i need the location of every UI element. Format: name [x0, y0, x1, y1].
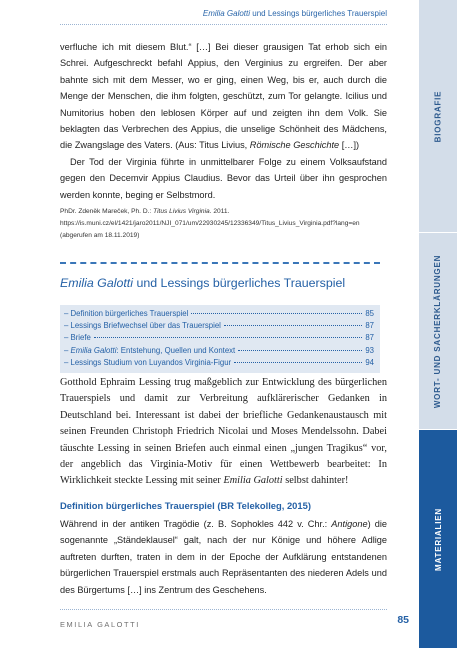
toc-item-suffix: : Entstehung, Quellen und Kontext: [116, 345, 236, 355]
toc-item[interactable]: [64, 309, 374, 321]
definition-paragraph: [60, 516, 387, 598]
section-toc: [60, 305, 380, 373]
tab-biografie-label: BIOGRAFIE: [433, 90, 443, 142]
source-work: Titus Livius Virginia: [153, 208, 210, 215]
toc-item-label: [64, 309, 188, 318]
toc-item-page: 94: [365, 357, 374, 367]
tab-materialien[interactable]: [419, 430, 457, 648]
header-divider: [60, 24, 387, 25]
quote-paragraph-2: Der Tod der Virginia führte in unmittelbarer Folge zu einem Volksaufstand gegen den Decemvir Appius Claudius. Bevor das Urteil über ihn gesprochen werden konnte, beging er Selbstmord.: [60, 156, 387, 200]
toc-list: [64, 309, 374, 370]
toc-item-page: 87: [365, 333, 374, 343]
toc-leader-dots: [234, 362, 362, 363]
chapter-tabs: [419, 0, 457, 648]
toc-item-prefix: – Lessings Studium von Luyandos Virginia-Figur: [64, 357, 232, 367]
section-title-rest: und Lessings bürgerliches Trauerspiel: [133, 276, 346, 290]
footer-book-title: EMILIA GALOTTI: [60, 620, 140, 629]
section-title-italic: Emilia Galotti: [60, 276, 133, 290]
tab-materialien-label: MATERIALIEN: [433, 507, 443, 571]
toc-item-prefix: –: [64, 345, 71, 355]
source-citation: [60, 206, 387, 241]
quote-p1-text: verfluche ich mit diesem Blut.“ […] Bei dieser grausigen Tat erhob sich ein Schrei. Aufgeschreckt befahl Appius, den Verginius zu ergreifen. Der aber bahnte sich mit dem Messer, wo er ging, einen Weg, bis er, auch durch die Menge der Menschen, die ihm folgten, geschützt, zum Tor gelangte. Icilius und Numitorius hoben den leblosen Körper auf und zeigten ihn dem Volk. Sie beklagten das Verbrechen des Appius, die unselige Schönheit des Mädchens, die Zwangslage des Vaters. (Aus: Titus Livius,: [60, 42, 387, 151]
quote-p1-work: Römische Geschichte: [249, 140, 340, 151]
footer-divider: [60, 609, 387, 610]
livius-quote: [60, 39, 387, 203]
source-author: PhDr. Zdeněk Mareček, Ph. D.:: [60, 208, 154, 215]
intro-text: [60, 375, 387, 490]
toc-leader-dots: [224, 325, 362, 326]
section-title: [60, 276, 387, 290]
toc-item-page: 93: [365, 345, 374, 355]
running-header: [203, 9, 387, 18]
running-header-title-italic: Emilia Galotti: [202, 9, 251, 18]
quote-paragraph-1: [60, 39, 387, 154]
definition-heading: Definition bürgerliches Trauerspiel (BR Telekolleg, 2015): [60, 500, 311, 511]
definition-before: Während in der antiken Tragödie (z. B. Sophokles 442 v. Chr.:: [60, 519, 332, 529]
running-header-title-rest: und Lessings bürgerliches Trauerspiel: [250, 9, 387, 18]
toc-item[interactable]: [64, 321, 374, 333]
intro-before: Gotthold Ephraim Lessing trug maßgeblich zur Entwicklung des bürgerlichen Trauerspiels und damit zur Verbreitung aufklärerischer Gedanken in Deutschland bei. Interessant ist dabei der briefliche Gedankenaustausch mit seinen Freunden Christoph Friedrich Nicolai und Moses Mendelssohn. Dabei täuschte Lessing in seinen Briefen auch einmal einen „jungen Tragikus“ vor, der angeblich das Virginia-Motiv für einen Wettbewerb bearbeitet: In Wirklichkeit steckte Lessing mit seiner: [60, 377, 387, 487]
toc-leader-dots: [238, 350, 362, 351]
tab-wort-label: WORT- UND SACHERKLÄRUNGEN: [433, 254, 443, 408]
toc-item-page: 85: [365, 309, 374, 318]
quote-p1-end: […]): [339, 140, 360, 151]
toc-item[interactable]: [64, 358, 374, 370]
tab-wort-und-sacherklaerungen[interactable]: [419, 233, 457, 429]
intro-paragraph: [60, 375, 387, 490]
toc-item-prefix: – Lessings Briefwechsel über das Trauerspiel: [64, 321, 221, 331]
source-url: . 2011. https://is.muni.cz/el/1421/jaro2011/NJI_071/um/22930245/12336349/Titus_Livius_Virginia.pdf?lang=en (abgerufen am 18.11.2019): [60, 208, 360, 239]
definition-after: ) die sogenannte „Ständeklausel“ galt, nach der nur Könige und höhere Adlige auftreten durften, traten in dem in der Epoche der Aufklärung entstandenen bürgerlichen Trauerspiel erstmals auch Repräsentanten des niederen Adels und des Bürgertums […] ins Zentrum des Geschehens.: [60, 519, 388, 595]
section-divider-top: [60, 262, 380, 264]
toc-item-label: [64, 358, 231, 367]
toc-item[interactable]: [64, 346, 374, 358]
toc-item-prefix: – Definition bürgerliches Trauerspiel: [64, 309, 189, 318]
toc-item-italic: Emilia Galotti: [70, 345, 117, 355]
toc-item-label: [64, 321, 221, 330]
toc-item-page: 87: [365, 321, 374, 331]
toc-leader-dots: [94, 337, 362, 338]
tab-biografie[interactable]: [419, 0, 457, 232]
toc-item-label: [64, 333, 91, 342]
toc-leader-dots: [191, 313, 362, 314]
intro-italic: Emilia Galotti: [223, 475, 283, 487]
definition-text: [60, 516, 387, 598]
toc-item-label: [64, 346, 235, 355]
page-number: 85: [397, 614, 409, 626]
toc-item[interactable]: [64, 333, 374, 345]
intro-after: selbst dahinter!: [282, 475, 349, 487]
toc-item-prefix: – Briefe: [64, 333, 91, 343]
definition-italic: Antigone: [331, 519, 368, 529]
